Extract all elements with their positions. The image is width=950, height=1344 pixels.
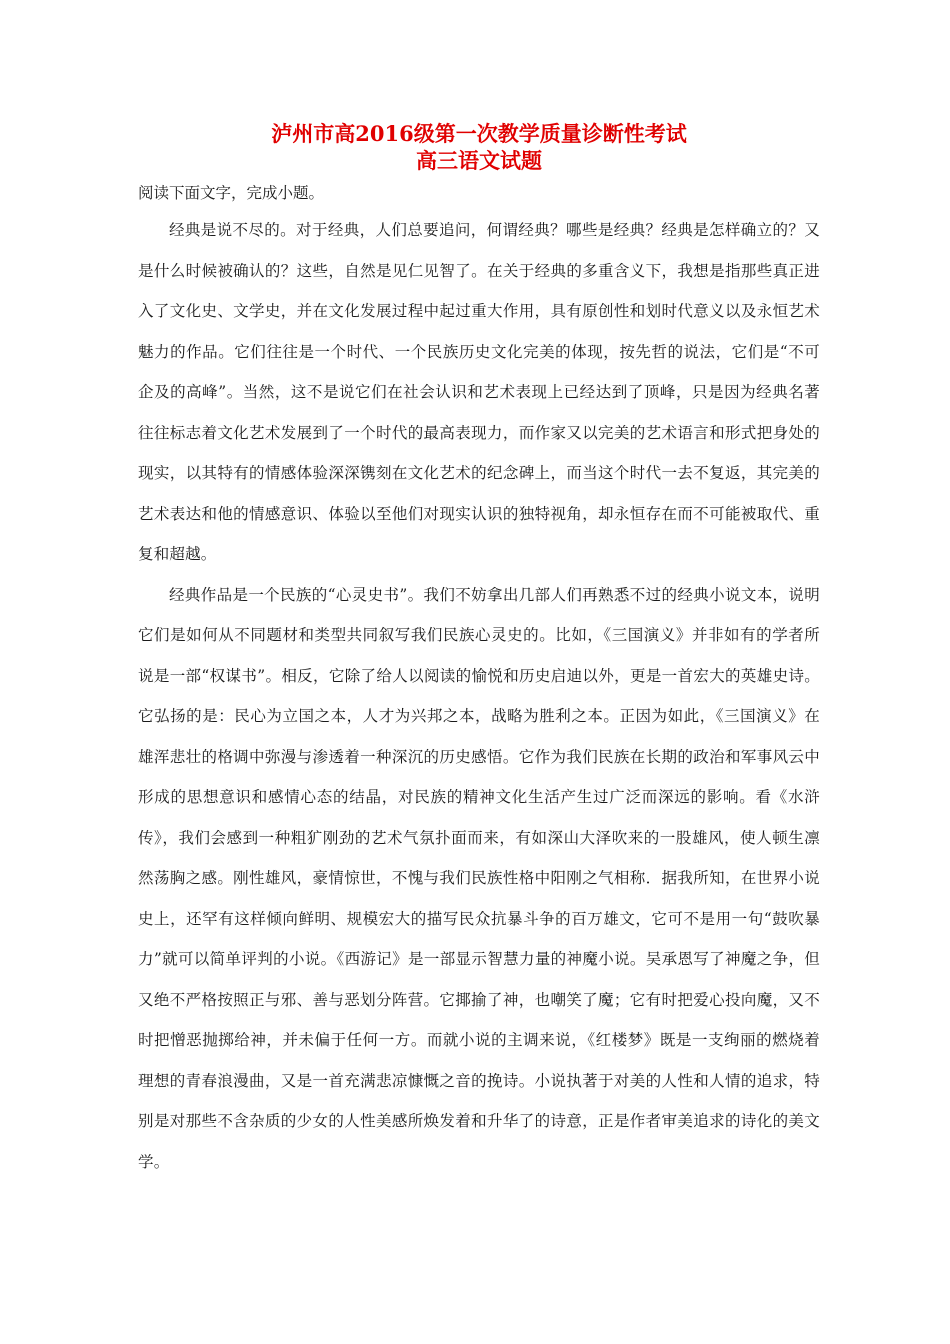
paragraph-1: 经典是说不尽的。对于经典，人们总要追问，何谓经典？哪些是经典？经典是怎样确立的？又是什么时候被确认的？这些，自然是见仁见智了。在关于经典的多重含义下，我想是指那些真正进入了文化史、文学史，并在文化发展过程中起过重大作用，具有原创性和划时代意义以及永恒艺术魅力的作品。它们往往是一个时代、一个民族历史文化完美的体现，按先哲的说法，它们是“不可企及的高峰”。当然，这不是说它们在社会认识和艺术表现上已经达到了顶峰，只是因为经典名著往往标志着文化艺术发展到了一个时代的最高表现力，而作家又以完美的艺术语言和形式把身处的现实，以其特有的情感体验深深镌刻在文化艺术的纪念碑上，而当这个时代一去不复返，其完美的艺术表达和他的情感意识、体验以至他们对现实认识的独特视角，却永恒存在而不可能被取代、重复和超越。 xyxy=(138,221,820,563)
paragraph-2: 经典作品是一个民族的“心灵史书”。我们不妨拿出几部人们再熟悉不过的经典小说文本，说明它们是如何从不同题材和类型共同叙写我们民族心灵史的。比如，《三国演义》并非如有的学者所说是一部“权谋书”。相反，它除了给人以阅读的愉悦和历史启迪以外，更是一首宏大的英雄史诗。它弘扬的是：民心为立国之本，人才为兴邦之本，战略为胜利之本。正因为如此，《三国演义》在雄浑悲壮的格调中弥漫与渗透着一种深沉的历史感悟。它作为我们民族在长期的政治和军事风云中形成的思想意识和感情心态的结晶，对民族的精神文化生活产生过广泛而深远的影响。看《水浒传》，我们会感到一种粗犷刚劲的艺术气氛扑面而来，有如深山大泽吹来的一股雄风，使人顿生凛然荡胸之感。刚性雄风，豪情惊世，不愧与我们民族性格中阳刚之气相称．据我所知，在世界小说史上，还罕有这样倾向鲜明、规模宏大的描写民众抗暴斗争的百万雄文，它可不是用一句“鼓吹暴力”就可以简单评判的小说。《西游记》是一部显示智慧力量的神魔小说。吴承恩写了神魔之争，但又绝不严格按照正与邪、善与恶划分阵营。它揶揄了神，也嘲笑了魔；它有时把爱心投向魔，又不时把憎恶抛掷给神，并未偏于任何一方。而就小说的主调来说，《红楼梦》既是一支绚丽的燃烧着理想的青春浪漫曲，又是一首充满悲凉慷慨之音的挽诗。小说执著于对美的人性和人情的追求，特别是对那些不含杂质的少女的人性美感所焕发着和升华了的诗意，正是作者审美追求的诗化的美文学。 xyxy=(138,585,820,1171)
exam-title xyxy=(138,120,820,174)
exam-title-line2: 高三语文试题 xyxy=(416,148,542,173)
reading-instruction: 阅读下面文字，完成小题。 xyxy=(138,184,325,202)
exam-title-line1: 泸州市高2016级第一次教学质量诊断性考试 xyxy=(271,121,687,146)
